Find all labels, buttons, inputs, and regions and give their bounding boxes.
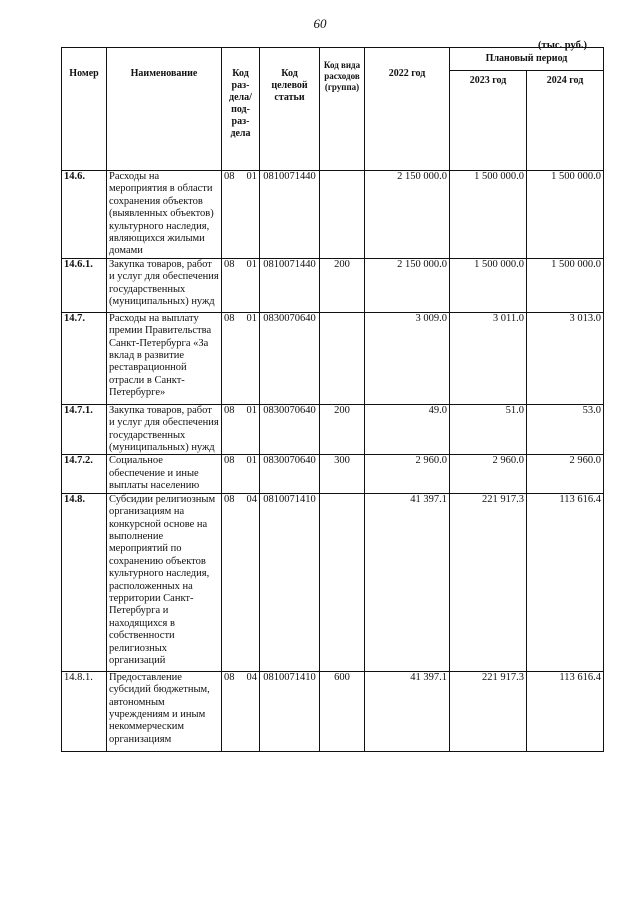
row-2024: 1 500 000.0 (527, 171, 604, 259)
table-row (62, 671, 604, 751)
header-2023: 2023 год (450, 71, 527, 171)
row-number: 14.7.1. (62, 404, 107, 455)
row-kind-code (320, 312, 365, 404)
table-row (62, 171, 604, 259)
subsection-code: 04 (246, 671, 257, 683)
row-2023: 1 500 000.0 (450, 171, 527, 259)
row-kind-code: 200 (320, 404, 365, 455)
row-kind-code (320, 493, 365, 671)
subsection-code: 01 (246, 258, 257, 270)
row-section-code (222, 493, 260, 671)
row-section-code (222, 455, 260, 493)
units-label: (тыс. руб.) (538, 40, 587, 51)
section-code: 08 (224, 493, 235, 505)
section-code: 08 (224, 455, 235, 467)
budget-table (61, 47, 604, 752)
row-2022: 2 150 000.0 (365, 258, 450, 312)
row-2022: 49.0 (365, 404, 450, 455)
row-name: Расходы на выплату премии Правительства Санкт-Петербурга «За вклад в развитие реставрационной отрасли в Санкт-Петербурге» (107, 312, 222, 404)
row-target-code: 0810071410 (260, 493, 320, 671)
row-number: 14.6. (62, 171, 107, 259)
row-name: Расходы на мероприятия в области сохранения объектов (выявленных объектов) культурного наследия, являющихся жилыми домами (107, 171, 222, 259)
row-number: 14.8. (62, 493, 107, 671)
row-2024: 113 616.4 (527, 671, 604, 751)
row-2024: 113 616.4 (527, 493, 604, 671)
section-code: 08 (224, 171, 235, 182)
row-name: Социальное обеспечение и иные выплаты населению (107, 455, 222, 493)
row-section-code (222, 671, 260, 751)
row-2022: 41 397.1 (365, 671, 450, 751)
row-target-code: 0810071410 (260, 671, 320, 751)
table-row (62, 404, 604, 455)
table-row (62, 493, 604, 671)
row-name: Закупка товаров, работ и услуг для обеспечения государственных (муниципальных) нужд (107, 258, 222, 312)
row-2023: 221 917.3 (450, 671, 527, 751)
row-target-code: 0810071440 (260, 171, 320, 259)
row-name: Субсидии религиозным организациям на конкурсной основе на выполнение мероприятий по сохранению объектов культурного наследия, расположенных на территории Санкт-Петербурга и находящихся в собственности религиозных организаций (107, 493, 222, 671)
table-row (62, 312, 604, 404)
section-code: 08 (224, 312, 235, 324)
row-section-code (222, 404, 260, 455)
row-2024: 3 013.0 (527, 312, 604, 404)
row-target-code: 0830070640 (260, 404, 320, 455)
row-2023: 221 917.3 (450, 493, 527, 671)
row-2023: 2 960.0 (450, 455, 527, 493)
row-number: 14.8.1. (62, 671, 107, 751)
subsection-code: 04 (246, 493, 257, 505)
header-plan-period: Плановый период (450, 48, 604, 71)
header-kind: Код вида расходов (группа) (320, 48, 365, 171)
row-2022: 41 397.1 (365, 493, 450, 671)
row-2023: 51.0 (450, 404, 527, 455)
subsection-code: 01 (246, 312, 257, 324)
row-2023: 1 500 000.0 (450, 258, 527, 312)
row-kind-code: 200 (320, 258, 365, 312)
header-target: Код целевой статьи (260, 48, 320, 171)
header-name: Наименование (107, 48, 222, 171)
page-number: 60 (313, 16, 327, 31)
table-row (62, 258, 604, 312)
row-name: Предоставление субсидий бюджетным, автономным учреждениям и иным некоммерческим организациям (107, 671, 222, 751)
row-2024: 53.0 (527, 404, 604, 455)
row-section-code (222, 312, 260, 404)
row-kind-code: 300 (320, 455, 365, 493)
row-section-code (222, 258, 260, 312)
section-code: 08 (224, 258, 235, 270)
table-row (62, 455, 604, 493)
row-number: 14.7.2. (62, 455, 107, 493)
header-2022: 2022 год (365, 48, 450, 171)
header-2024: 2024 год (527, 71, 604, 171)
row-kind-code: 600 (320, 671, 365, 751)
row-target-code: 0810071440 (260, 258, 320, 312)
subsection-code: 01 (246, 404, 257, 416)
row-target-code: 0830070640 (260, 455, 320, 493)
row-name: Закупка товаров, работ и услуг для обеспечения государственных (муниципальных) нужд (107, 404, 222, 455)
header-section: Код раз-дела/ под-раз-дела (222, 48, 260, 171)
row-2024: 1 500 000.0 (527, 258, 604, 312)
header-number: Номер (62, 48, 107, 171)
row-2022: 2 960.0 (365, 455, 450, 493)
section-code: 08 (224, 404, 235, 416)
row-number: 14.7. (62, 312, 107, 404)
subsection-code: 01 (246, 171, 257, 182)
row-section-code (222, 171, 260, 259)
row-2022: 3 009.0 (365, 312, 450, 404)
table-header (62, 48, 604, 171)
row-kind-code (320, 171, 365, 259)
row-target-code: 0830070640 (260, 312, 320, 404)
row-2023: 3 011.0 (450, 312, 527, 404)
row-2024: 2 960.0 (527, 455, 604, 493)
subsection-code: 01 (246, 455, 257, 467)
row-2022: 2 150 000.0 (365, 171, 450, 259)
row-number: 14.6.1. (62, 258, 107, 312)
section-code: 08 (224, 671, 235, 683)
